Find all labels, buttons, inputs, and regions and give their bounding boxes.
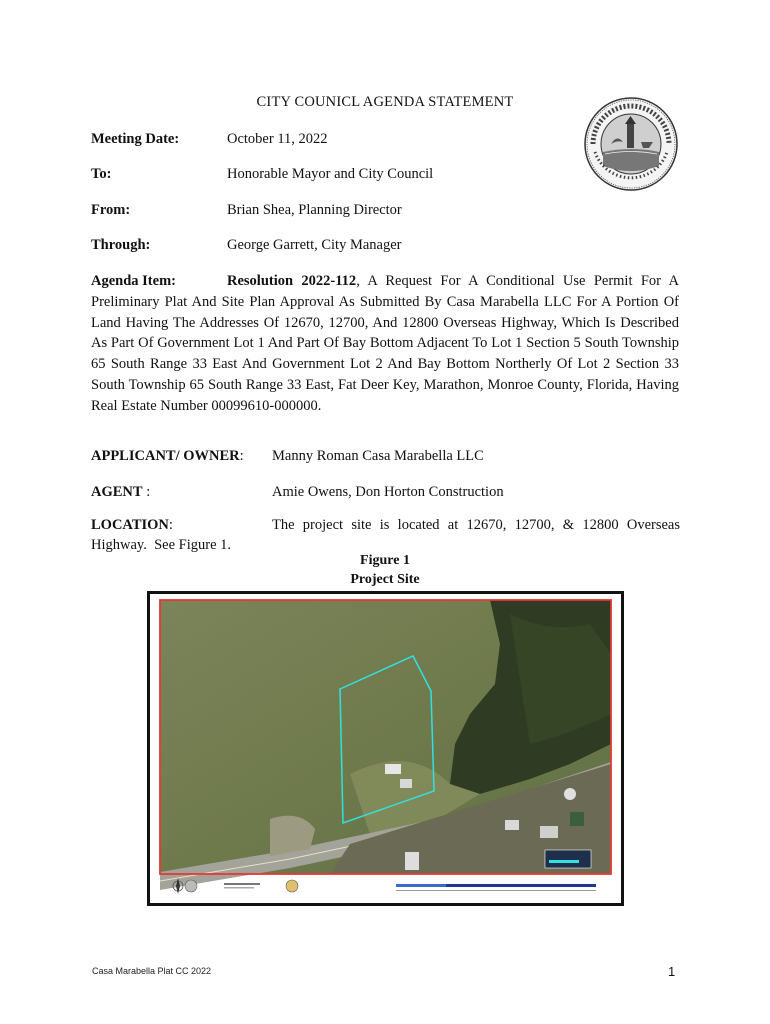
page-number: 1 — [668, 964, 676, 979]
from-label: From: — [91, 202, 131, 218]
agenda-item-label: Agenda Item: — [91, 273, 176, 289]
figure-caption: Project Site — [350, 572, 420, 587]
project-site-map — [147, 591, 624, 906]
applicant-label-text: APPLICANT/ OWNER — [91, 448, 240, 464]
city-seal-logo — [583, 96, 679, 192]
applicant-colon: : — [239, 448, 244, 464]
from-value: Brian Shea, Planning Director — [227, 202, 402, 218]
page-title: CITY COUNICL AGENDA STATEMENT — [256, 94, 514, 110]
agent-label-text: AGENT — [91, 484, 143, 500]
resolution-number: Resolution 2022-112 — [227, 273, 357, 289]
figure-number: Figure 1 — [360, 553, 410, 568]
applicant-value: Manny Roman Casa Marabella LLC — [272, 448, 484, 464]
applicant-label — [91, 448, 244, 465]
agent-colon: : — [142, 484, 151, 500]
agent-label — [91, 484, 150, 501]
location-label-text: LOCATION — [91, 517, 169, 533]
location-text-line2: Highway. See Figure 1. — [91, 537, 232, 553]
agent-value: Amie Owens, Don Horton Construction — [272, 484, 504, 500]
through-value: George Garrett, City Manager — [227, 237, 402, 253]
to-value: Honorable Mayor and City Council — [227, 166, 434, 182]
agenda-item-paragraph — [91, 271, 679, 417]
location-label — [91, 517, 173, 534]
meeting-date-value: October 11, 2022 — [227, 131, 328, 147]
agenda-item-text: , A Request For A Conditional Use Permit For A Preliminary Plat And Site Plan Approval As Submitted By Casa Marabella LLC For A Portion Of Land Having The Addresses Of 12670, 12700, And 12800 Overseas Highway, Which Is Described As Part Of Government Lot 1 And Part Of Bay Bottom Adjacent To Lot 1 Section 5 South Township 65 South Range 33 East And Government Lot 2 And Bay Bottom Northerly Of Lot 2 Section 33 South Township 65 South Range 33 East, Fat Deer Key, Marathon, Monroe County, Florida, Having Real Estate Number 00099610-000000. — [91, 273, 679, 414]
location-text-line1: The project site is located at 12670, 12700, & 12800 Overseas — [272, 517, 680, 533]
location-colon: : — [168, 517, 173, 533]
meeting-date-label: Meeting Date: — [91, 131, 180, 147]
aerial-map-image — [150, 594, 621, 903]
to-label: To: — [91, 166, 112, 182]
footer-document-name: Casa Marabella Plat CC 2022 — [92, 966, 212, 976]
through-label: Through: — [91, 237, 151, 253]
